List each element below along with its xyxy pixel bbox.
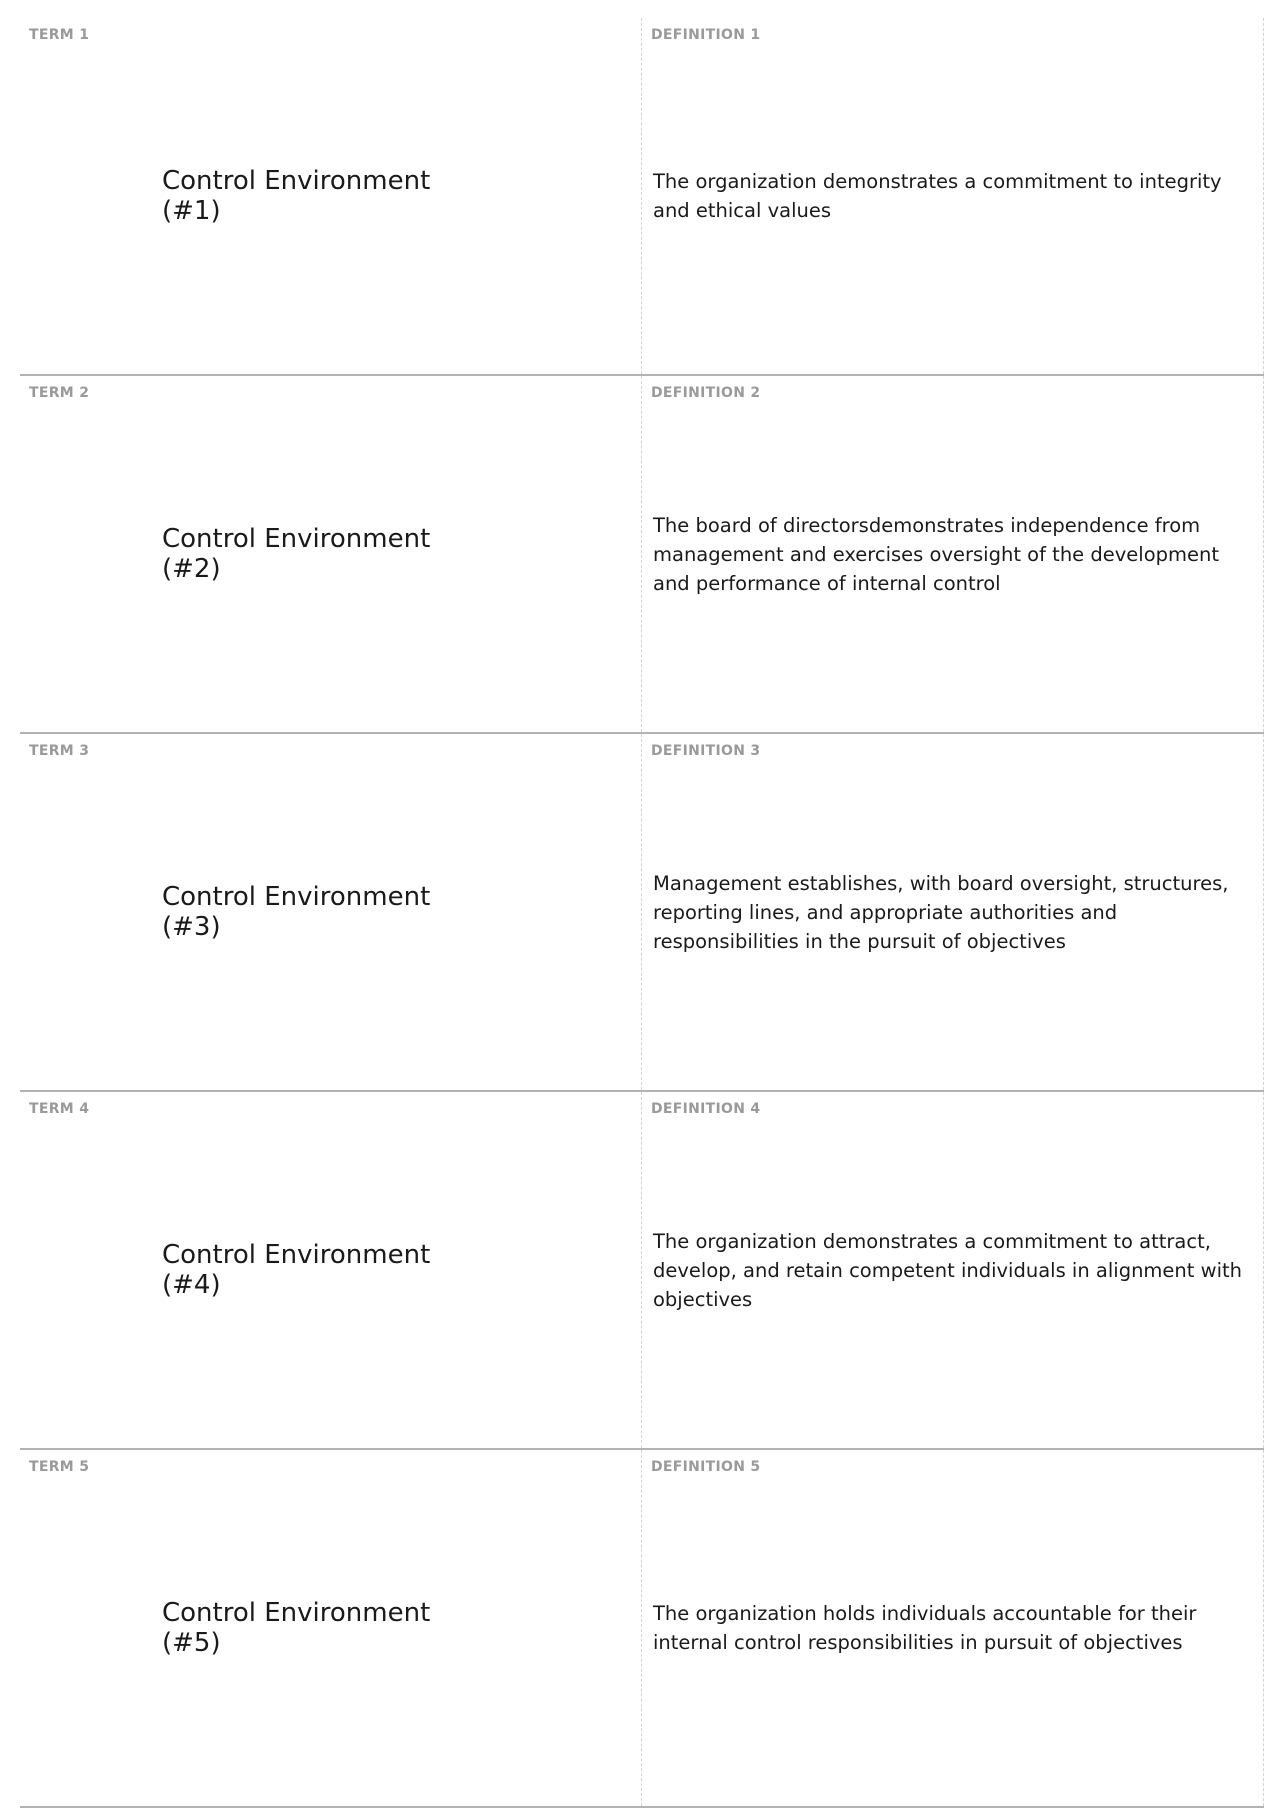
- definition-text: The organization demonstrates a commitment to integrity and ethical values: [653, 170, 1222, 222]
- definition-cell: [642, 1092, 1264, 1448]
- term-label: TERM 5: [29, 1459, 90, 1475]
- term-text: Control Environment (#4): [162, 1240, 431, 1300]
- term-cell: [20, 1450, 642, 1806]
- flashcard-row: [20, 1092, 1264, 1450]
- term-label: TERM 2: [29, 385, 90, 401]
- term-label: TERM 3: [29, 743, 90, 759]
- flashcard-row: [20, 734, 1264, 1092]
- definition-text: The organization demonstrates a commitment to attract, develop, and retain competent individuals in alignment with objectives: [653, 1229, 1242, 1311]
- term-text: Control Environment (#1): [162, 166, 431, 226]
- definition-label: DEFINITION 2: [651, 385, 761, 401]
- term-cell: [20, 1092, 642, 1448]
- definition-label: DEFINITION 3: [651, 743, 761, 759]
- definition-cell: [642, 1450, 1264, 1806]
- definition-text: Management establishes, with board oversight, structures, reporting lines, and appropriate authorities and responsibilities in the pursuit of objectives: [653, 871, 1229, 953]
- term-cell: [20, 18, 642, 374]
- term-cell: [20, 734, 642, 1090]
- term-label: TERM 1: [29, 27, 90, 43]
- definition-label: DEFINITION 4: [651, 1101, 761, 1117]
- flashcard-row: [20, 1450, 1264, 1808]
- term-text: Control Environment (#5): [162, 1598, 431, 1658]
- definition-text: The board of directorsdemonstrates independence from management and exercises oversight of the development and performance of internal control: [653, 513, 1220, 595]
- term-cell: [20, 376, 642, 732]
- term-text: Control Environment (#2): [162, 524, 431, 584]
- definition-text: The organization holds individuals accountable for their internal control responsibilities in pursuit of objectives: [653, 1602, 1197, 1654]
- definition-cell: [642, 18, 1264, 374]
- definition-cell: [642, 734, 1264, 1090]
- definition-cell: [642, 376, 1264, 732]
- definition-label: DEFINITION 1: [651, 27, 761, 43]
- flashcard-row: [20, 18, 1264, 376]
- term-text: Control Environment (#3): [162, 882, 431, 942]
- definition-label: DEFINITION 5: [651, 1459, 761, 1475]
- term-label: TERM 4: [29, 1101, 90, 1117]
- flashcard-row: [20, 376, 1264, 734]
- flashcard-sheet: [20, 18, 1264, 1808]
